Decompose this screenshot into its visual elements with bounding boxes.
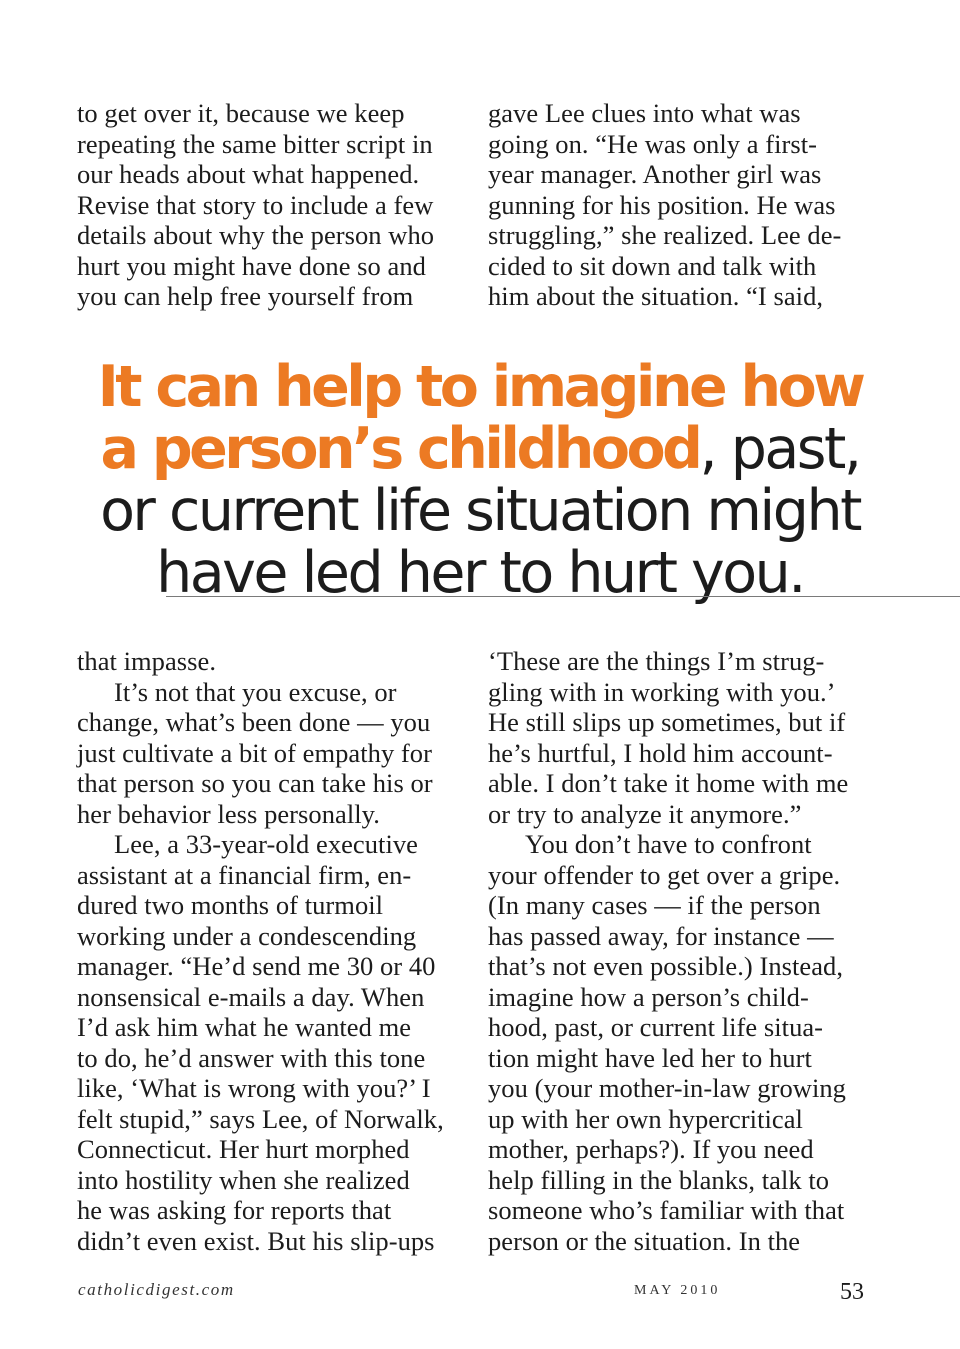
text-line: felt stupid,” says Lee, of Norwalk, [77,1103,444,1134]
text-line: that impasse. [77,646,217,676]
article-column-bottom-right [488,646,873,1256]
text-line: your offender to get over a gripe. [488,859,841,890]
text-line: help filling in the blanks, talk to [488,1164,830,1195]
text-line: you (your mother-in-law growing [488,1073,846,1103]
text-line: someone who’s familiar with that [488,1195,845,1225]
text-line: You don’t have to confront [525,829,812,859]
text-line: Revise that story to include a few [77,189,434,220]
text-line: (In many cases — if the person [488,890,821,920]
text-line: to do, he’d answer with this tone [77,1042,426,1073]
pull-quote-line-3: or current life situation might [100,478,860,544]
text-line: he’s hurtful, I hold him account- [488,737,833,768]
text-line: details about why the person who [77,220,435,250]
text-line: assistant at a financial firm, en- [77,859,412,890]
text-line: that’s not even possible.) Instead, [488,951,844,981]
text-line: able. I don’t take it home with me [488,768,849,798]
text-line: just cultivate a bit of empathy for [77,737,432,768]
article-column-top-right [488,98,873,312]
pull-quote-line-4: have led her to hurt you. [156,540,804,606]
text-line: hurt you might have done so and [77,250,426,281]
text-line: him about the situation. “I said, [488,281,824,311]
text-line: he was asking for reports that [77,1195,392,1225]
text-line: Lee, a 33-year-old executive [114,829,418,859]
text-line: has passed away, for instance — [488,920,834,951]
text-line: didn’t even exist. But his slip-ups [77,1225,435,1256]
text-line: going on. “He was only a first- [488,128,818,159]
text-line: like, ‘What is wrong with you?’ I [77,1073,431,1103]
text-line: gunning for his position. He was [488,189,836,220]
article-column-top-left [77,98,462,312]
text-line: hood, past, or current life situa- [488,1012,824,1042]
text-line: repeating the same bitter script in [77,128,433,159]
pull-quote-line-2-rest: , past, [699,416,860,482]
text-line: He still slips up sometimes, but if [488,707,846,737]
text-line: cided to sit down and talk with [488,250,817,281]
pull-quote-rule [166,596,960,597]
text-line: gave Lee clues into what was [488,98,801,128]
text-line: ‘These are the things I’m strug- [488,646,825,676]
pull-quote-line-2 [0,418,960,480]
text-line: you can help free yourself from [77,281,414,311]
text-line: struggling,” she realized. Lee de- [488,220,842,250]
text-line: tion might have led her to hurt [488,1042,812,1073]
pull-quote [0,356,960,604]
text-line: into hostility when she realized [77,1164,410,1195]
text-line: working under a condescending [77,920,417,951]
text-line: It’s not that you excuse, or [114,676,397,707]
text-line: dured two months of turmoil [77,890,384,920]
text-line: her behavior less personally. [77,798,380,829]
article-column-bottom-left [77,646,462,1256]
text-line: gling with in working with you.’ [488,676,836,707]
text-line: change, what’s been done — you [77,707,431,737]
text-line: Connecticut. Her hurt morphed [77,1134,410,1164]
text-line: manager. “He’d send me 30 or 40 [77,951,436,981]
pull-quote-line-1: It can help to imagine how [97,354,863,420]
text-line: mother, perhaps?). If you need [488,1134,814,1164]
text-line: imagine how a person’s child- [488,981,809,1012]
footer-date: MAY 2010 [634,1283,721,1298]
page-number: 53 [840,1279,864,1305]
text-line: I’d ask him what he wanted me [77,1012,412,1042]
text-line: up with her own hypercritical [488,1103,803,1134]
text-line: nonsensical e-mails a day. When [77,981,425,1012]
text-line: or try to analyze it anymore.” [488,798,802,829]
text-line: year manager. Another girl was [488,159,822,189]
text-line: our heads about what happened. [77,159,420,189]
text-line: to get over it, because we keep [77,98,405,128]
pull-quote-highlight: a person’s childhood [100,416,700,482]
footer-site[interactable]: catholicdigest.com [78,1280,235,1299]
text-line: that person so you can take his or [77,768,433,798]
text-line: person or the situation. In the [488,1225,801,1256]
